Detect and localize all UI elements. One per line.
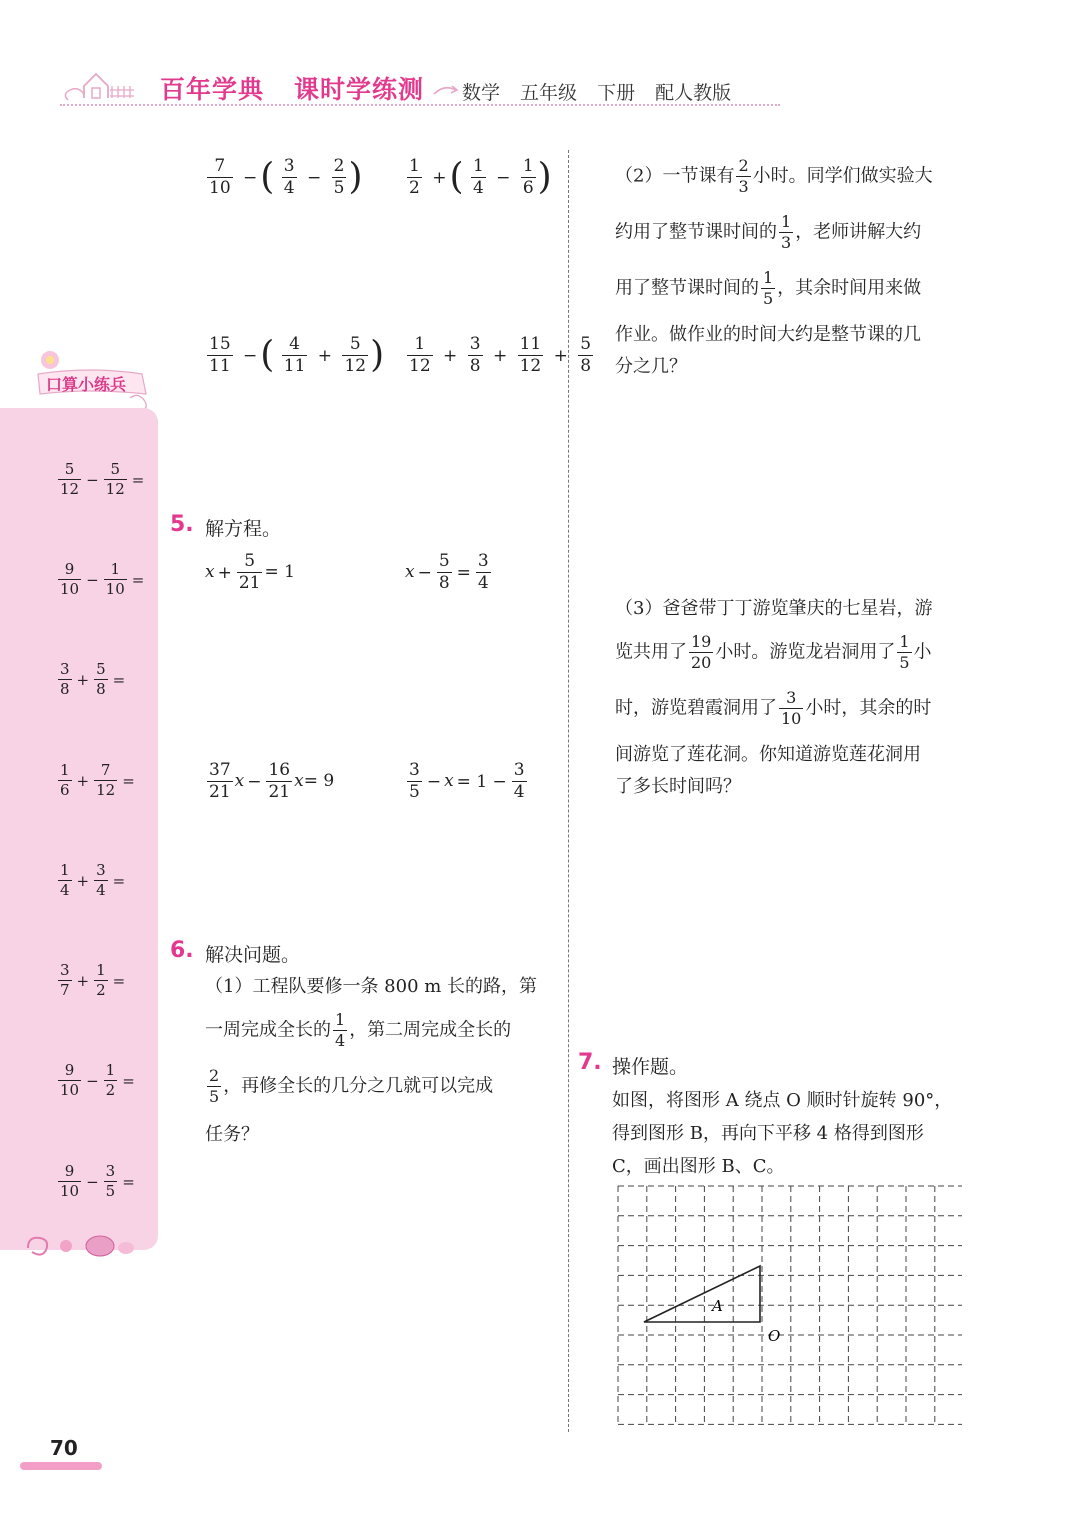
sidebar-item: $\frac{1}{6}$ + $\frac{7}{12}$ =: [60, 761, 135, 799]
sidebar-item: $\frac{5}{12}$ − $\frac{5}{12}$ =: [60, 460, 145, 498]
section-5-number: 5.: [170, 512, 194, 537]
column-divider: [568, 150, 569, 1432]
expression-3: $\frac{15}{11}$ −( $\frac{4}{11}$ + $\frac{5}{12}$ ): [209, 334, 385, 376]
page-number-bar: [20, 1462, 102, 1470]
expression-2: $\frac{1}{2}$ +( $\frac{1}{4}$ − $\frac{1}{6}$ ): [409, 156, 552, 198]
mental-math-sidebar: [0, 408, 158, 1250]
arrow-icon: [432, 82, 460, 98]
equation-2: x − $\frac{5}{8}$ = $\frac{3}{4}$: [405, 551, 489, 593]
sidebar-item: $\frac{9}{10}$ − $\frac{1}{10}$ =: [60, 560, 145, 598]
point-o-label: O: [768, 1327, 781, 1345]
header-brand: 百年学典: [160, 75, 265, 104]
sidebar-item: $\frac{9}{10}$ − $\frac{3}{5}$ =: [60, 1162, 135, 1200]
section-7-text: 如图，将图形 A 绕点 O 顺时针旋转 90°， 得到图形 B，再向下平移 4 格得到图形 C，画出图形 B、C。: [612, 1090, 953, 1177]
header-info: 数学 五年级 下册 配人教版: [462, 82, 732, 104]
page-number: 70: [50, 1436, 78, 1460]
equation-3: $\frac{37}{21}$ x − $\frac{16}{21}$ x= 9: [209, 760, 335, 802]
section-5-title: 解方程。: [205, 518, 282, 540]
problem-2: （2）一节课有 $\frac{2}{3}$ 小时。同学们做实验大 约用了整节课时间的 $\frac{1}{3}$ ，老师讲解大约 用了整节课时间的 $\frac{1}{5}$ ，其余时间用来做 作业。做作业的时间大约是整节课的几 分之几？: [615, 156, 933, 377]
sidebar-item: $\frac{3}{8}$ + $\frac{5}{8}$ =: [60, 660, 126, 698]
equation-4: $\frac{3}{5}$ − x = 1 − $\frac{3}{4}$: [409, 760, 525, 802]
grid-figure: [616, 1184, 962, 1434]
section-7-number: 7.: [578, 1050, 602, 1075]
shape-a: [644, 1266, 760, 1322]
house-logo-icon: [58, 64, 154, 108]
expression-1: $\frac{7}{10}$ −( $\frac{3}{4}$ − $\frac{2}{5}$ ): [209, 156, 363, 198]
header-series: 课时学练测: [294, 75, 425, 104]
sidebar-title: 口算小练兵: [46, 375, 127, 394]
sidebar-item: $\frac{1}{4}$ + $\frac{3}{4}$ =: [60, 861, 126, 899]
section-7-title: 操作题。: [612, 1056, 689, 1078]
expression-4: $\frac{1}{12}$ + $\frac{3}{8}$ + $\frac{11}{12}$ + $\frac{5}{8}$: [409, 334, 592, 376]
sidebar-item: $\frac{9}{10}$ − $\frac{1}{2}$ =: [60, 1061, 135, 1099]
section-6-title: 解决问题。: [205, 944, 301, 966]
equation-1: x + $\frac{5}{21}$ = 1: [205, 551, 295, 593]
problem-3: （3）爸爸带丁丁游览肇庆的七星岩，游 览共用了 $\frac{19}{20}$ 小时。游览龙岩洞用了 $\frac{1}{5}$ 小 时，游览碧霞洞用了 $\frac{3}{10}$ 小时，其余的时 间游览了莲花洞。你知道游览莲花洞用 了多长时间吗？: [615, 598, 933, 797]
swirl-decoration-icon: [18, 1224, 148, 1264]
sidebar-item: $\frac{3}{7}$ + $\frac{1}{2}$ =: [60, 961, 126, 999]
section-6-number: 6.: [170, 938, 194, 963]
problem-1: （1）工程队要修一条 800 m 长的路，第 一周完成全长的 $\frac{1}{4}$ ，第二周完成全长的 $\frac{2}{5}$ ，再修全长的几分之几就可以完成 任务？: [205, 976, 538, 1145]
shape-a-label: A: [712, 1297, 723, 1315]
